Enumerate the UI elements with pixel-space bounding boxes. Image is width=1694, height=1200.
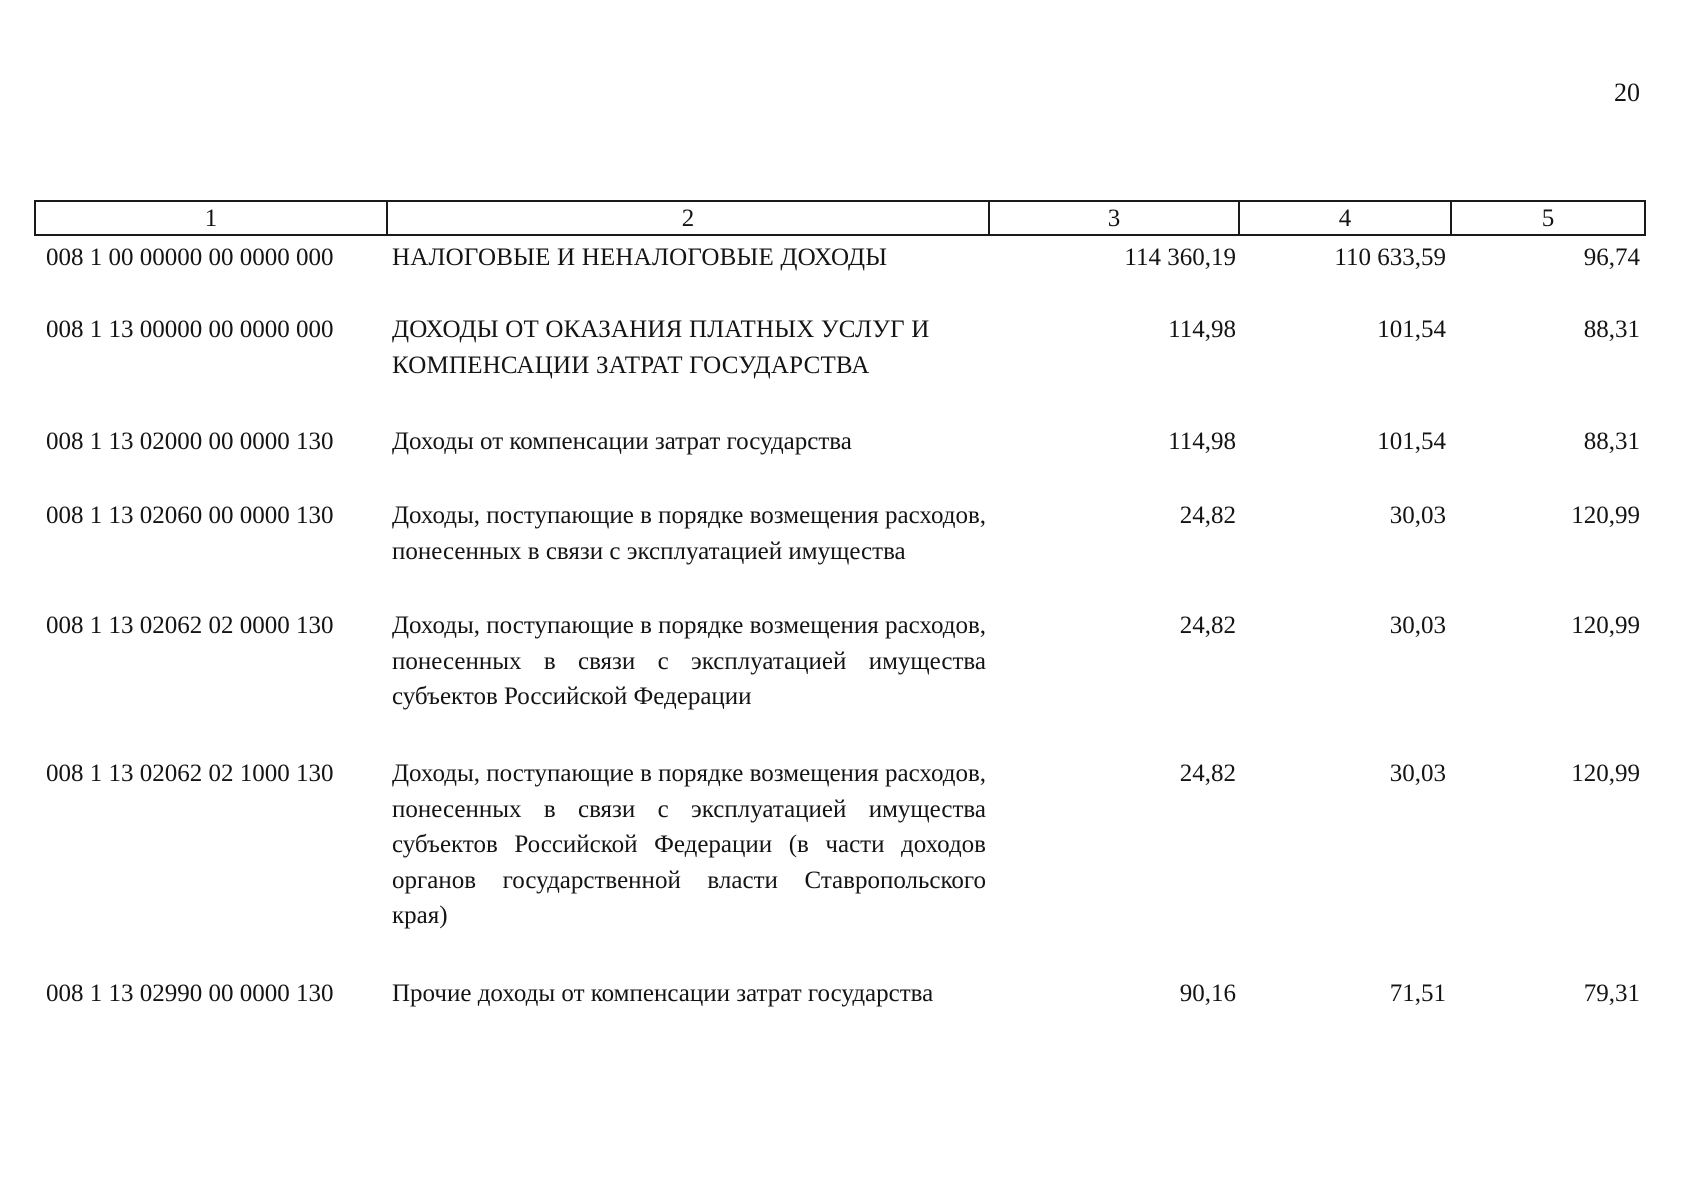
row-col4: 30,03: [1389, 760, 1446, 787]
row-code: 008 1 13 00000 00 0000 000: [46, 316, 334, 343]
table-header-row: [34, 200, 1646, 236]
row-col3: 24,82: [1179, 760, 1236, 787]
row-col3: 114,98: [1168, 316, 1236, 343]
row-col5: 79,31: [1583, 980, 1640, 1007]
row-name: Доходы от компенсации затрат государства: [392, 428, 852, 455]
row-col5: 88,31: [1583, 428, 1640, 455]
row-col5: 96,74: [1583, 244, 1640, 271]
row-col3: 114 360,19: [1124, 244, 1236, 271]
row-col4: 101,54: [1377, 428, 1446, 455]
row-col5: 120,99: [1571, 760, 1640, 787]
row-code: 008 1 13 02000 00 0000 130: [46, 428, 334, 455]
row-col3: 90,16: [1179, 980, 1236, 1007]
row-col3: 24,82: [1179, 612, 1236, 639]
row-name: Доходы, поступающие в порядке возмещения расходов, понесенных в связи с эксплуатацией имущества: [392, 502, 987, 565]
row-col5: 120,99: [1571, 612, 1640, 639]
row-col4: 30,03: [1389, 612, 1446, 639]
row-col4: 101,54: [1377, 316, 1446, 343]
row-code: 008 1 13 02062 02 1000 130: [46, 760, 334, 787]
row-name: Доходы, поступающие в порядке возмещения расходов, понесенных в связи с эксплуатацией имущества субъектов Российской Федерации: [392, 612, 987, 710]
header-cell-3: 3: [990, 202, 1240, 234]
header-cell-4: 4: [1240, 202, 1452, 234]
row-name: НАЛОГОВЫЕ И НЕНАЛОГОВЫЕ ДОХОДЫ: [392, 244, 888, 271]
row-col5: 88,31: [1583, 316, 1640, 343]
row-col3: 114,98: [1168, 428, 1236, 455]
row-code: 008 1 00 00000 00 0000 000: [46, 244, 334, 271]
header-cell-1: 1: [36, 202, 388, 234]
row-code: 008 1 13 02060 00 0000 130: [46, 502, 334, 529]
row-col4: 30,03: [1389, 502, 1446, 529]
row-col5: 120,99: [1571, 502, 1640, 529]
row-code: 008 1 13 02990 00 0000 130: [46, 980, 334, 1007]
row-name: ДОХОДЫ ОТ ОКАЗАНИЯ ПЛАТНЫХ УСЛУГ И КОМПЕНСАЦИИ ЗАТРАТ ГОСУДАРСТВА: [392, 316, 930, 379]
header-cell-2: 2: [388, 202, 990, 234]
row-name: Прочие доходы от компенсации затрат государства: [392, 980, 934, 1007]
row-col4: 71,51: [1389, 980, 1446, 1007]
header-cell-5: 5: [1541, 205, 1555, 232]
row-code: 008 1 13 02062 02 0000 130: [46, 612, 334, 639]
row-name: Доходы, поступающие в порядке возмещения расходов, понесенных в связи с эксплуатацией имущества субъектов Российской Федерации (в части доходов органов государственной власти Ставропольского края): [392, 760, 987, 929]
page-number: 20: [1614, 78, 1640, 107]
row-col3: 24,82: [1179, 502, 1236, 529]
row-col4: 110 633,59: [1334, 244, 1446, 271]
